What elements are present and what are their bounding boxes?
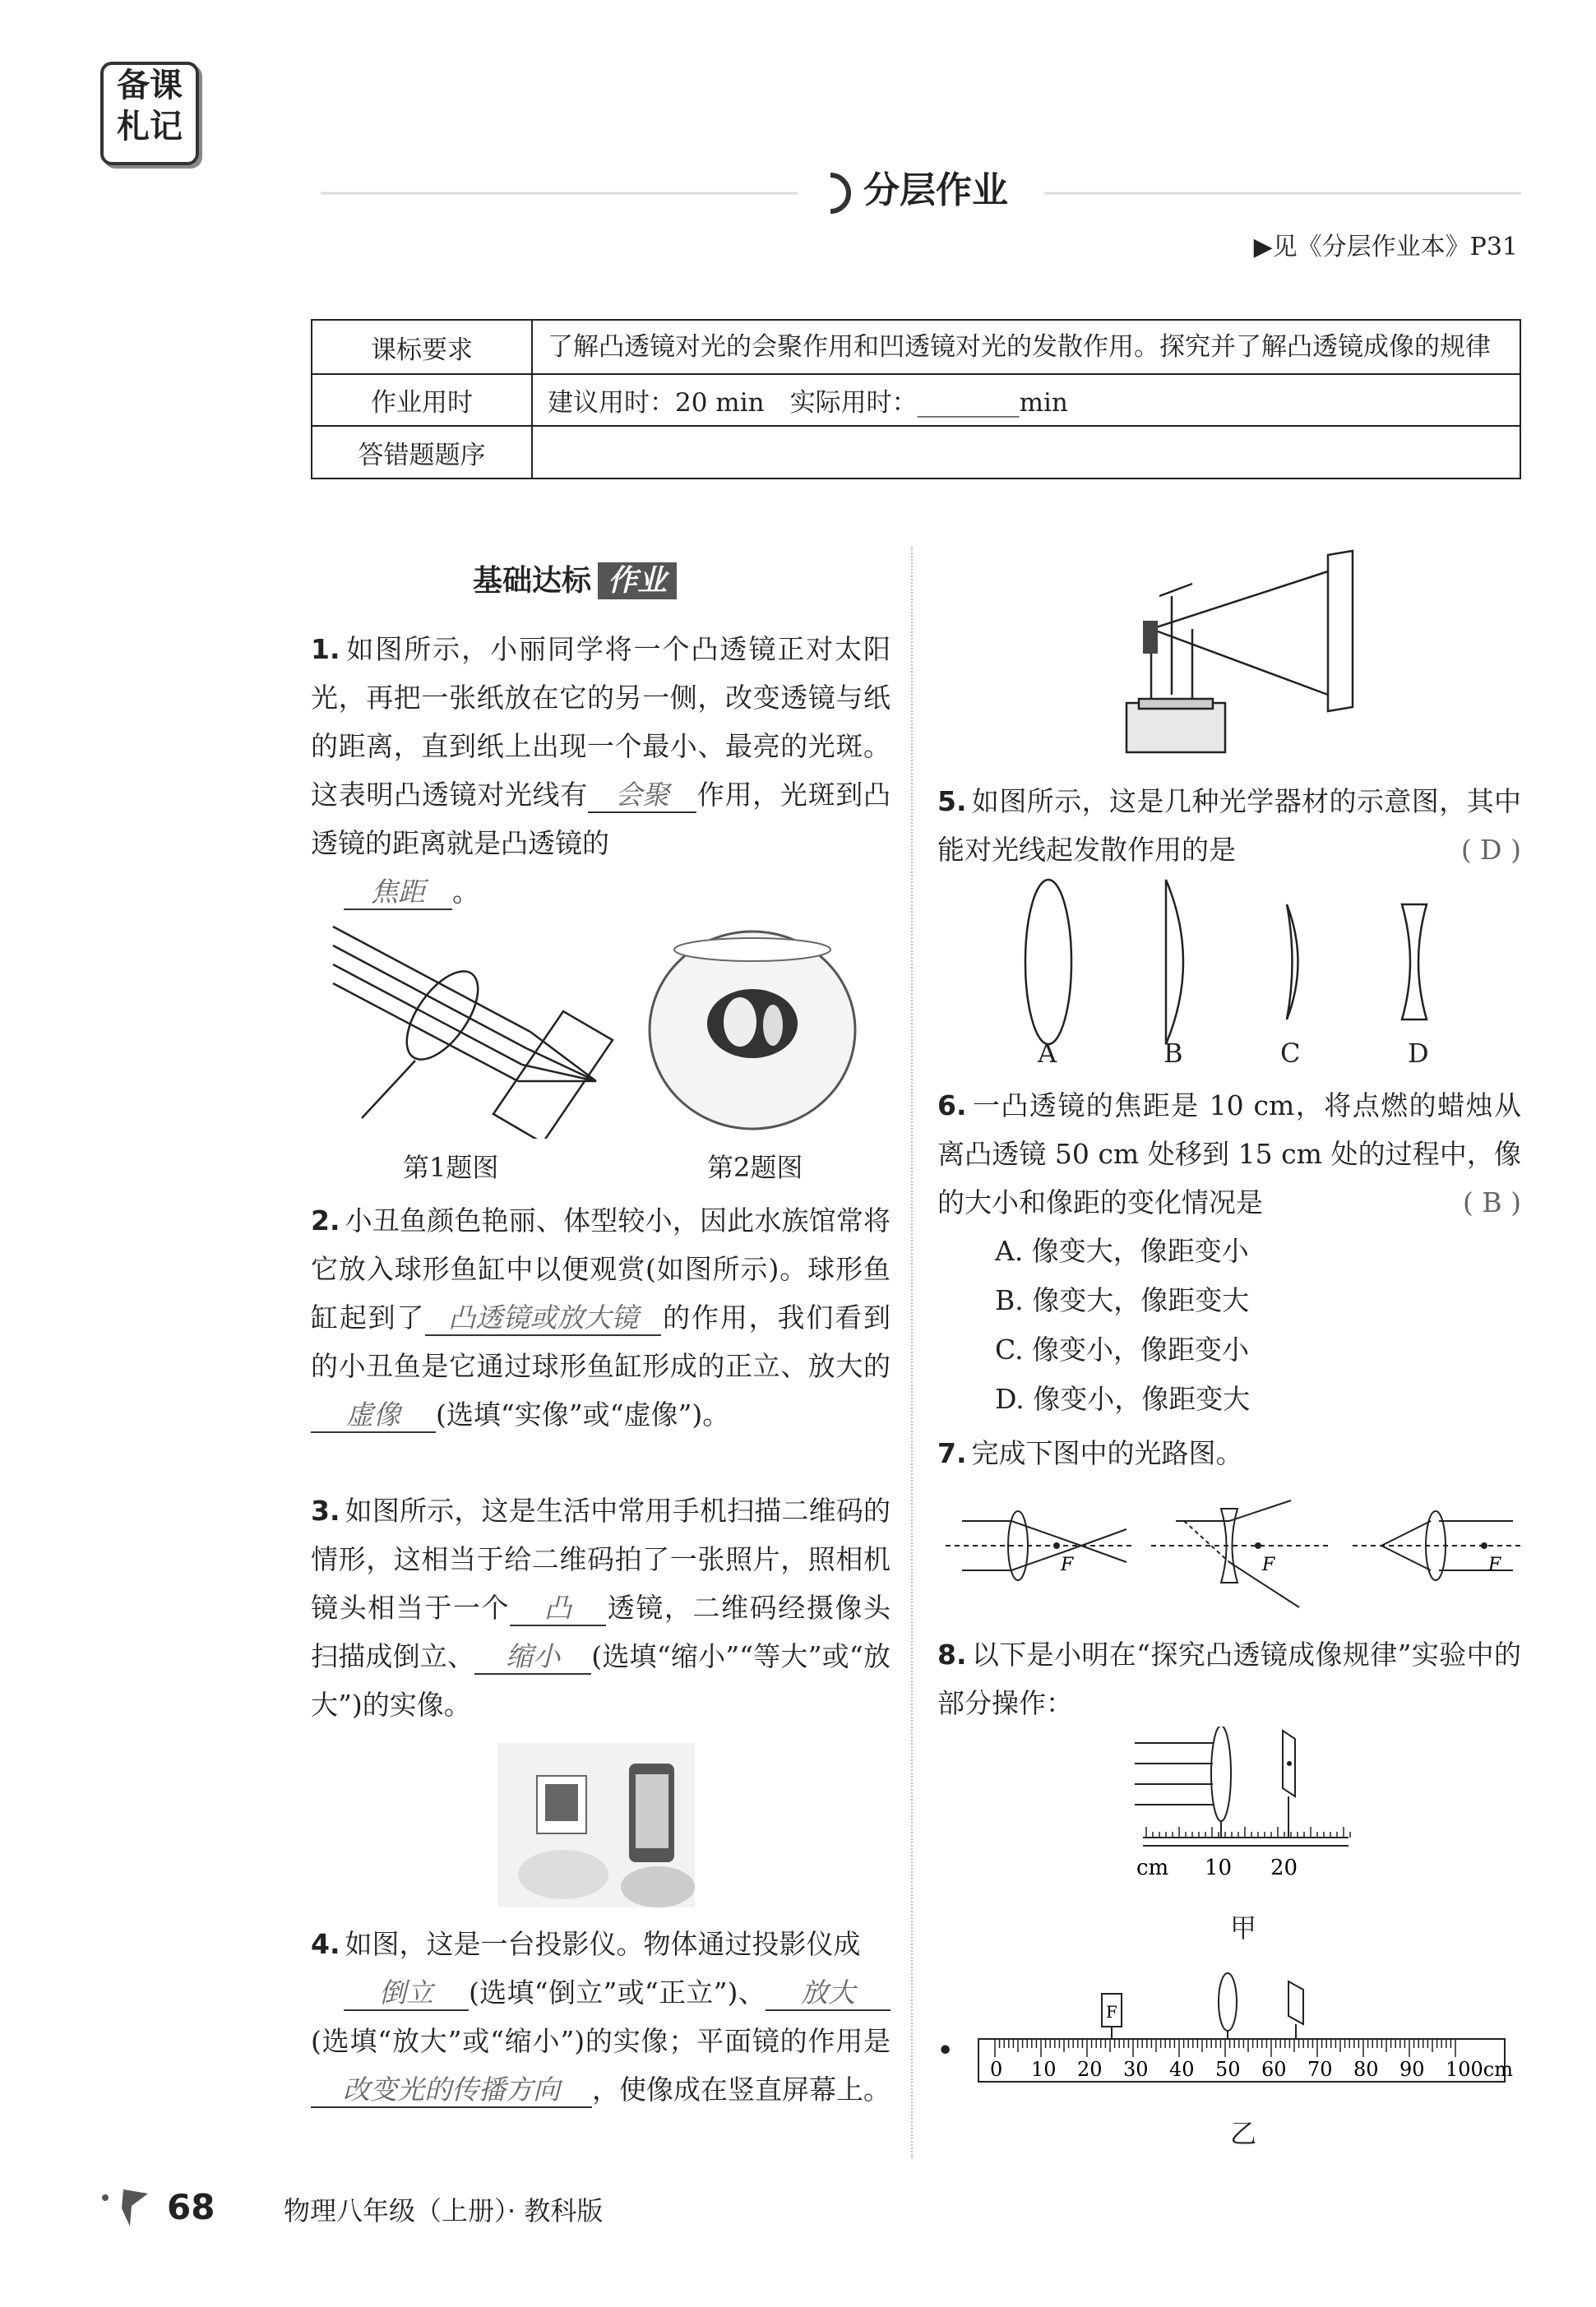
notes-stamp (100, 62, 199, 165)
answer-blank[interactable]: 改变光的传播方向 (311, 2074, 592, 2108)
corner-ornament-icon (90, 2185, 156, 2231)
question-8 (937, 1630, 1521, 1727)
table-row (312, 426, 1520, 479)
fig5-lenses (987, 876, 1480, 1077)
answer-blank[interactable]: 虚像 (311, 1399, 436, 1433)
row-content: 了解凸透镜对光的会聚作用和凹透镜对光的发散作用。探究并了解凸透镜成像的规律 (532, 320, 1520, 374)
row-label: 作业用时 (312, 374, 532, 426)
question-text: (选填“倒立”或“正立”)、 (469, 1976, 766, 2009)
question-text: (选填“缩小”“等大”或“放大”)的实像。 (311, 1640, 891, 1721)
focal-label: F (1061, 1555, 1074, 1575)
question-text: (选填“实像”或“虚像”)。 (436, 1399, 730, 1431)
book-title: 物理八年级（上册）· 教科版 (284, 2195, 604, 2226)
question-text: 完成下图中的光路图。 (971, 1437, 1243, 1469)
requirements-table (311, 319, 1521, 479)
question-number: 6. (937, 1089, 967, 1121)
question-5 (937, 777, 1521, 874)
fig2-caption: 第2题图 (707, 1152, 803, 1183)
question-number: 5. (937, 785, 967, 817)
choice-answer[interactable]: ( D ) (1460, 834, 1521, 866)
section-tag: 作业 (598, 562, 677, 599)
fig1-caption: 第1题图 (403, 1152, 499, 1183)
option-a[interactable]: A. 像变大，像距变小 (995, 1235, 1249, 1267)
question-text: 的作用，我们看到的小丑鱼是它通过球形鱼缸形成的正立、放大的 (311, 1301, 891, 1382)
fig4-projector (1118, 547, 1365, 765)
q6-options (995, 1227, 1250, 1424)
bullet-dot: • (937, 2037, 954, 2065)
bench-tick-label: 10 (1031, 2058, 1057, 2081)
answer-blank[interactable]: 倒立 (344, 1976, 469, 2011)
fig8-a-focal-measure (1135, 1727, 1357, 1891)
bench-tick-label: 80 (1353, 2058, 1379, 2081)
question-text: 如图所示，这是几种光学器材的示意图，其中能对光线起发散作用的是 (937, 785, 1521, 866)
question-text: 如图，这是一台投影仪。物体通过投影仪成 (345, 1928, 861, 1960)
lens-d (1402, 904, 1427, 1019)
question-text: 如图所示，小丽同学将一个凸透镜正对太阳光，再把一张纸放在它的另一侧，改变透镜与纸的距离，直到纸上出现一个最小、最亮的光斑。这表明凸透镜对光线有 (311, 633, 891, 811)
row-label: 课标要求 (312, 320, 532, 374)
candle-label: F (1106, 2002, 1117, 2022)
question-number: 8. (937, 1639, 967, 1671)
question-text: (选填“放大”或“缩小”)的实像；平面镜的作用是 (311, 2025, 891, 2057)
question-7 (937, 1429, 1521, 1477)
stamp-line-2: 札记 (117, 108, 183, 146)
page-number: 68 (167, 2187, 215, 2227)
question-number: 4. (311, 1928, 340, 1960)
lens-label-a: A (1038, 1038, 1057, 1069)
unit-label: cm (1136, 1856, 1169, 1880)
question-number: 3. (311, 1495, 340, 1527)
bench-tick-label: 40 (1169, 2058, 1195, 2081)
question-text: 以下是小明在“探究凸透镜成像规律”实验中的部分操作： (937, 1639, 1521, 1719)
stamp-line-1: 备课 (117, 67, 183, 104)
fig7-light-paths (946, 1492, 1521, 1616)
fig1-lens-rays (325, 917, 629, 1139)
question-number: 7. (937, 1437, 967, 1469)
bench-tick-label: 60 (1261, 2058, 1287, 2081)
choice-answer[interactable]: ( B ) (1463, 1186, 1521, 1218)
question-3 (311, 1486, 891, 1729)
question-text: 小丑鱼颜色艳丽、体型较小，因此水族馆常将它放入球形鱼缸中以便观赏(如图所示)。球形鱼缸起到了 (311, 1204, 891, 1334)
lens-label-d: D (1408, 1038, 1429, 1069)
question-text: ，使像成在竖直屏幕上。 (592, 2074, 891, 2106)
bench-tick-label: 0 (990, 2058, 1003, 2081)
fig8-b-caption: 乙 (1230, 2118, 1257, 2149)
bench-tick-label: 20 (1077, 2058, 1103, 2081)
lens-b (1166, 880, 1183, 1044)
column-divider (911, 547, 913, 2158)
focal-label: F (1488, 1555, 1501, 1575)
answer-blank[interactable]: 凸 (510, 1592, 606, 1626)
bench-tick-label: 70 (1307, 2058, 1333, 2081)
question-number: 2. (311, 1204, 340, 1237)
page-heading: 分层作业 (863, 169, 1008, 211)
question-1 (311, 625, 891, 916)
question-text: 如图所示，这是生活中常用手机扫描二维码的情形，这相当于给二维码拍了一张照片，照相机镜头相当于一个 (311, 1495, 891, 1624)
fig3-phone-scan-photo (497, 1743, 695, 1907)
fig2-fishbowl (641, 925, 863, 1135)
section-title-text: 基础达标 (473, 564, 592, 598)
bench-tick-label: 90 (1399, 2058, 1425, 2081)
answer-blank[interactable]: 缩小 (474, 1640, 591, 1675)
question-text: 。 (452, 876, 479, 908)
row-content[interactable] (532, 426, 1520, 479)
lens-a (1025, 880, 1071, 1044)
bench-tick-label: 100cm (1446, 2058, 1513, 2081)
section-title (473, 557, 677, 599)
lens-label-c: C (1280, 1038, 1301, 1069)
question-number: 1. (311, 633, 340, 665)
question-2 (311, 1196, 891, 1439)
question-6 (937, 1081, 1521, 1227)
tick-label: 20 (1270, 1856, 1298, 1880)
answer-blank[interactable]: 凸透镜或放大镜 (425, 1301, 661, 1336)
lens-label-b: B (1163, 1038, 1183, 1069)
option-d[interactable]: D. 像变小，像距变大 (995, 1383, 1251, 1415)
question-text: 一凸透镜的焦距是 10 cm，将点燃的蜡烛从离凸透镜 50 cm 处移到 15 cm 处的过程中，像的大小和像距的变化情况是 (937, 1089, 1521, 1218)
answer-blank[interactable]: 会聚 (588, 779, 696, 813)
tick-label: 10 (1205, 1856, 1233, 1880)
question-text: 作用，光斑到凸透镜的距离就是凸透镜的 (311, 779, 891, 859)
fig8-b-optical-bench (974, 1949, 1513, 2097)
row-label: 答错题题序 (312, 426, 532, 479)
fig8-a-caption: 甲 (1230, 1912, 1257, 1944)
answer-blank[interactable]: 焦距 (344, 876, 452, 910)
focal-label: F (1262, 1555, 1275, 1575)
reference-link[interactable]: ▶见《分层作业本》P31 (1253, 233, 1518, 261)
bench-tick-label: 50 (1215, 2058, 1241, 2081)
row-content: 建议用时：20 min 实际用时：________min (532, 374, 1520, 426)
question-4 (311, 1920, 891, 2114)
option-c[interactable]: C. 像变小，像距变小 (995, 1334, 1250, 1366)
table-row (312, 320, 1520, 374)
option-b[interactable]: B. 像变大，像距变大 (995, 1284, 1250, 1316)
bench-tick-label: 30 (1123, 2058, 1149, 2081)
lens-c (1287, 904, 1298, 1019)
table-row (312, 374, 1520, 426)
answer-blank[interactable]: 放大 (766, 1976, 891, 2011)
question-text: 透镜，二维码经摄像头扫描成倒立、 (311, 1592, 891, 1672)
